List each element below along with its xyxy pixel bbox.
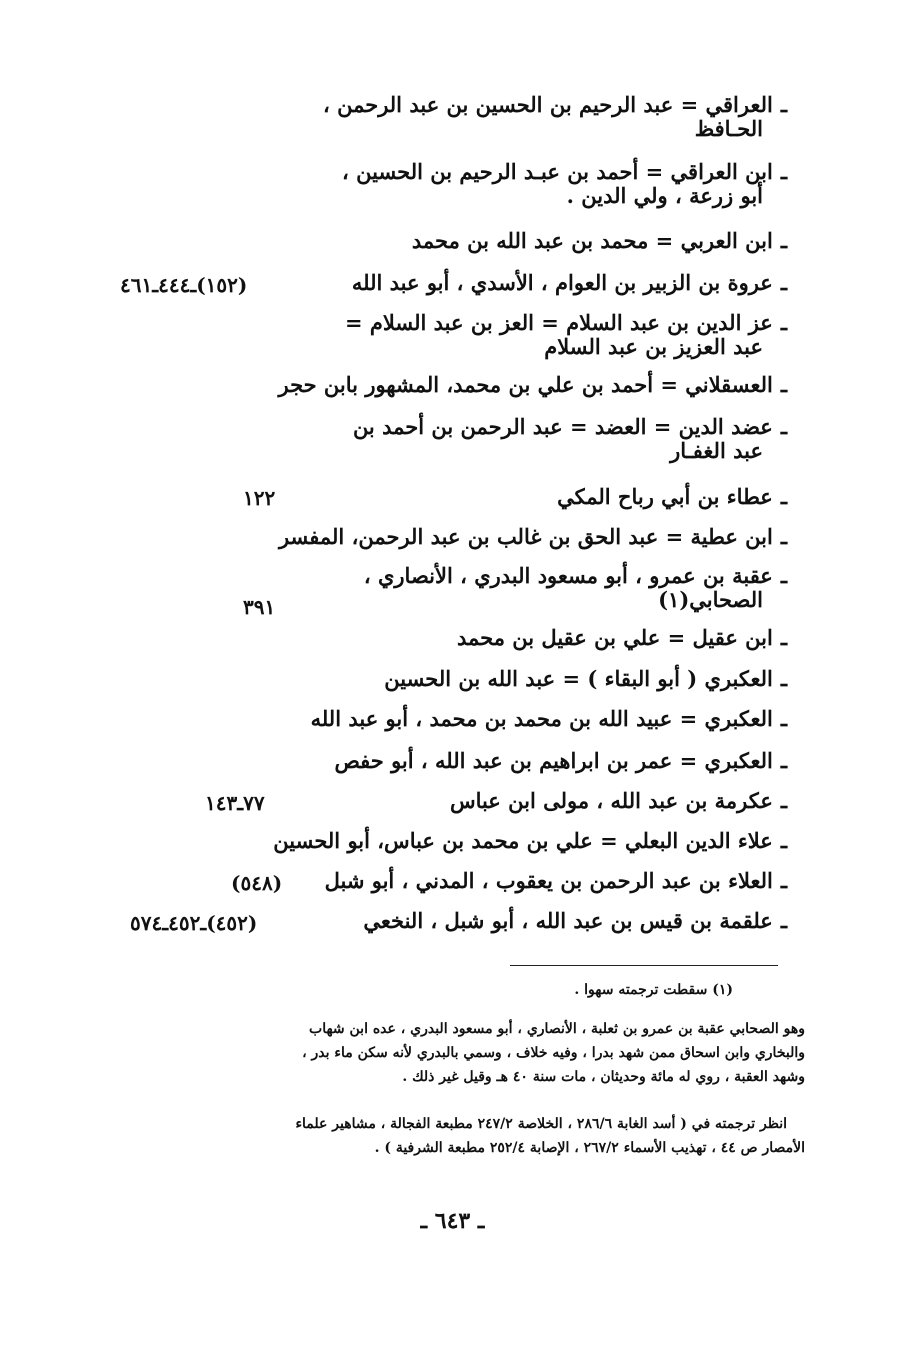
index-entry	[345, 311, 787, 359]
entry-dash: ـ	[780, 92, 787, 117]
page-reference: (٤٥٢)ـ٤٥٢ـ٥٧٤	[130, 911, 258, 935]
entry-dash: ـ	[780, 484, 787, 509]
entry-continuation: عبد العزيز بن عبد السلام	[544, 334, 763, 359]
index-entry	[384, 667, 787, 691]
entry-dash: ـ	[780, 908, 787, 933]
entry-text: ابن العراقي = أحمد بن عبـد الرحيم بن الحسين ،	[342, 159, 773, 184]
entry-dash: ـ	[780, 372, 787, 397]
entry-dash: ـ	[780, 524, 787, 549]
entry-dash: ـ	[780, 706, 787, 731]
entry-text: عقبة بن عمرو ، أبو مسعود البدري ، الأنصاري ،	[363, 563, 773, 588]
index-entry	[279, 525, 787, 549]
footnote-marker: (١) سقطت ترجمته سهوا .	[574, 982, 733, 998]
index-entry	[334, 749, 787, 773]
entry-text: علقمة بن قيس بن عبد الله ، أبو شبل ، النخعي	[363, 908, 773, 933]
entry-dash: ـ	[780, 310, 787, 335]
page-reference: (١٥٢)ـ٤٤٤ـ٤٦١	[120, 273, 248, 297]
page-reference: ٣٩١	[243, 595, 276, 619]
entry-dash: ـ	[780, 625, 787, 650]
entry-text: عطاء بن أبي رباح المكي	[557, 484, 773, 509]
index-entry	[353, 415, 787, 463]
entry-continuation: الصحابي(١)	[658, 587, 763, 612]
footnote-line: وشهد العقبة ، روي له مائة وحديثان ، مات سنة ٤٠ هـ وقيل غير ذلك .	[402, 1069, 805, 1085]
page-reference: (٥٤٨)	[231, 871, 283, 895]
entry-dash: ـ	[780, 828, 787, 853]
footnote-line: انظر ترجمته في ( أسد الغابة ٢٨٦/٦ ، الخلاصة ٢٤٧/٢ مطبعة الفجالة ، مشاهير علماء	[295, 1116, 787, 1132]
entry-dash: ـ	[780, 159, 787, 184]
footnote-line: الأمصار ص ٤٤ ، تهذيب الأسماء ٢٦٧/٢ ، الإصابة ٢٥٢/٤ مطبعة الشرفية ) .	[374, 1140, 805, 1156]
index-entry	[557, 485, 787, 509]
entry-text: عز الدين بن عبد السلام = العز بن عبد السلام =	[344, 310, 773, 335]
entry-dash: ـ	[780, 868, 787, 893]
entry-text: عكرمة بن عبد الله ، مولى ابن عباس	[449, 788, 773, 813]
entry-dash: ـ	[780, 666, 787, 691]
footnote-divider	[510, 965, 778, 966]
entry-continuation: أبو زرعة ، ولي الدين .	[566, 183, 763, 208]
entry-dash: ـ	[780, 563, 787, 588]
entry-continuation: الحـافظ	[694, 116, 763, 141]
entry-text: عروة بن الزبير بن العوام ، الأسدي ، أبو عبد الله	[351, 270, 773, 295]
entry-dash: ـ	[780, 748, 787, 773]
page-reference: ١٢٢	[243, 486, 276, 510]
entry-text: ابن العربي = محمد بن عبد الله بن محمد	[411, 228, 773, 253]
entry-text: العكبري ( أبو البقاء ) = عبد الله بن الحسين	[384, 666, 773, 691]
page-reference: ٧٧ـ١٤٣	[205, 791, 265, 815]
entry-text: العلاء بن عبد الرحمن بن يعقوب ، المدني ، أبو شبل	[324, 868, 773, 893]
entry-text: علاء الدين البعلي = علي بن محمد بن عباس، أبو الحسين	[273, 828, 773, 853]
index-entry	[323, 93, 787, 141]
entry-dash: ـ	[780, 228, 787, 253]
entry-dash: ـ	[780, 788, 787, 813]
index-entry	[457, 626, 787, 650]
entry-text: العكبري = عمر بن ابراهيم بن عبد الله ، أبو حفص	[334, 748, 773, 773]
entry-text: العكبري = عبيد الله بن محمد بن محمد ، أبو عبد الله	[310, 706, 773, 731]
index-entry	[325, 869, 787, 893]
entry-text: العراقي = عبد الرحيم بن الحسين بن عبد الرحمن ،	[323, 92, 773, 117]
footnote-line: وهو الصحابي عقبة بن عمرو بن ثعلبة ، الأنصاري ، أبو مسعود البدري ، عده ابن شهاب	[309, 1021, 805, 1037]
entry-dash: ـ	[780, 414, 787, 439]
index-entry	[311, 707, 787, 731]
index-entry	[273, 829, 787, 853]
page-number: ـ ٦٤٣ ـ	[420, 1208, 485, 1234]
index-entry	[363, 909, 787, 933]
index-entry	[342, 160, 787, 208]
index-entry	[364, 564, 787, 612]
index-entry	[352, 271, 787, 295]
entry-text: عضد الدين = العضد = عبد الرحمن بن أحمد بن	[352, 414, 773, 439]
index-entry	[412, 229, 787, 253]
entry-continuation: عبد الغفـار	[670, 438, 763, 463]
entry-text: ابن عطية = عبد الحق بن غالب بن عبد الرحمن، المفسر	[278, 524, 773, 549]
entry-dash: ـ	[780, 270, 787, 295]
entry-text: العسقلاني = أحمد بن علي بن محمد، المشهور بابن حجر	[278, 372, 773, 397]
index-entry	[450, 789, 787, 813]
index-entry	[279, 373, 788, 397]
footnote-line: والبخاري وابن اسحاق ممن شهد بدرا ، وفيه خلاف ، وسمي بالبدري لأنه سكن ماء بدر ،	[302, 1045, 805, 1061]
entry-text: ابن عقيل = علي بن عقيل بن محمد	[457, 625, 773, 650]
